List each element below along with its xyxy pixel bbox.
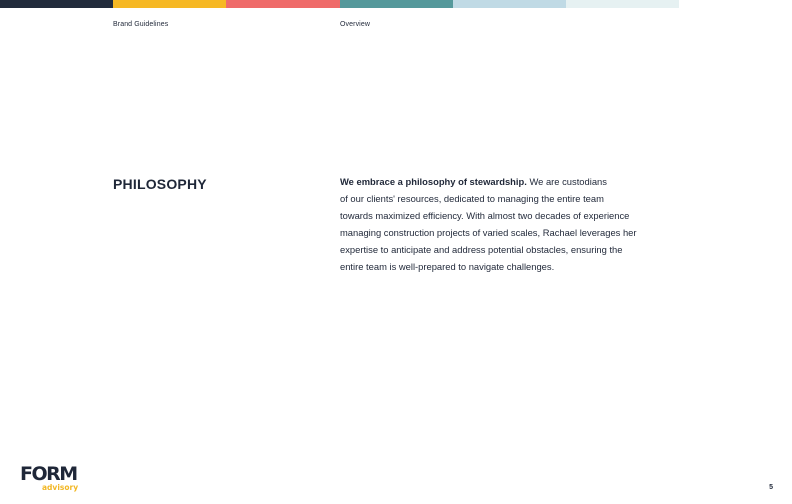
header-brand-guidelines: Brand Guidelines xyxy=(113,21,169,28)
stripe-yellow xyxy=(113,0,226,8)
stripe-teal xyxy=(340,0,453,8)
paragraph-line-6: entire team is well-prepared to navigate challenges. xyxy=(340,261,555,272)
logo-wordmark: FORM xyxy=(20,463,77,485)
header-section-name: Overview xyxy=(340,21,370,28)
stripe-navy xyxy=(0,0,113,8)
logo-subtitle: advisory xyxy=(42,483,79,492)
section-title: PHILOSOPHY xyxy=(113,176,207,192)
paragraph-line-1 xyxy=(340,173,680,190)
stripe-pale-blue xyxy=(566,0,679,8)
philosophy-paragraph xyxy=(340,173,680,275)
paragraph-line-5: expertise to anticipate and address potential obstacles, ensuring the xyxy=(340,244,623,255)
paragraph-line-4: managing construction projects of varied scales, Rachael leverages her xyxy=(340,227,637,238)
stripe-coral xyxy=(226,0,339,8)
stripe-light-blue xyxy=(453,0,566,8)
paragraph-line-3: towards maximized efficiency. With almost two decades of experience xyxy=(340,210,630,221)
color-stripe xyxy=(0,0,679,8)
paragraph-lead: We embrace a philosophy of stewardship. xyxy=(340,176,527,187)
paragraph-line-1-rest: We are custodians xyxy=(526,176,607,187)
form-advisory-logo xyxy=(20,464,84,494)
paragraph-line-2: of our clients' resources, dedicated to managing the entire team xyxy=(340,193,604,204)
page-number: 5 xyxy=(769,484,773,491)
